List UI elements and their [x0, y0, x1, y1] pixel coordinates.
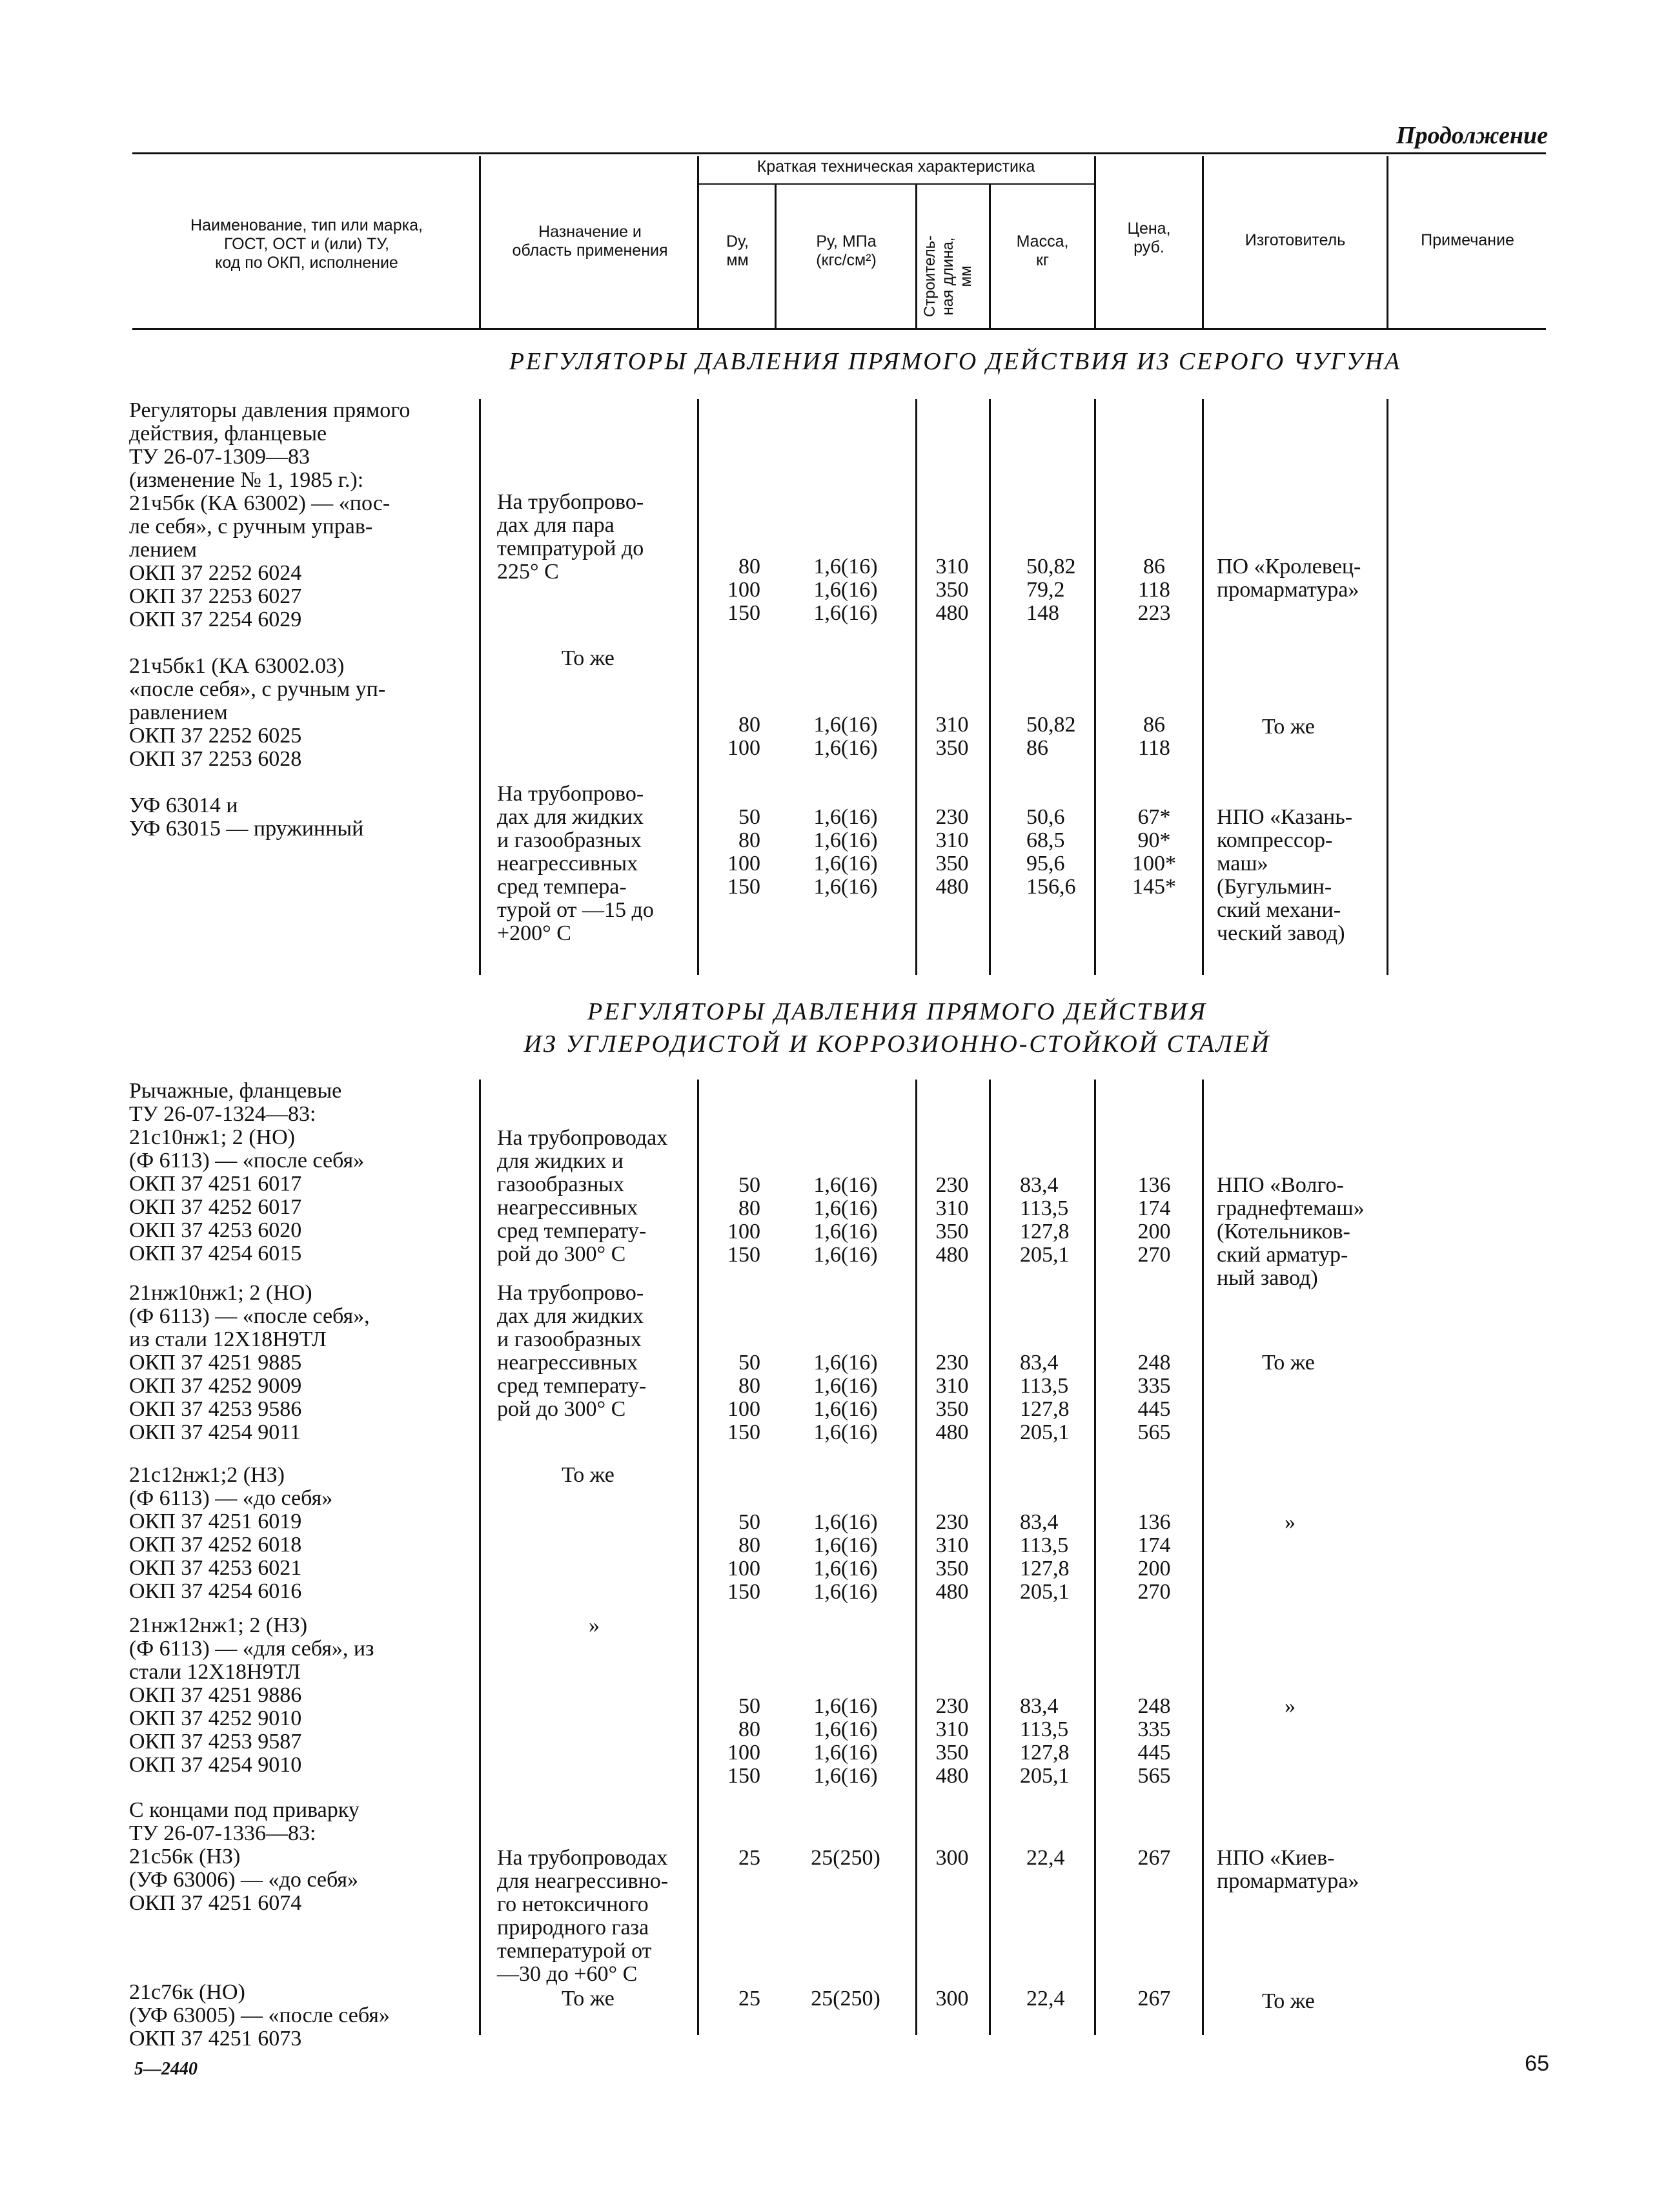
- s1-maker-b: То же: [1262, 715, 1315, 739]
- s2-len-b: 230 310 350 480: [935, 1351, 969, 1444]
- header-vline: [1387, 156, 1388, 328]
- s2-price-c: 136 174 200 270: [1137, 1510, 1171, 1604]
- s2-len-a: 230 310 350 480: [935, 1173, 969, 1267]
- s2-len-f: 300: [935, 1987, 969, 2011]
- s2-purpose-a: На трубопроводах для жидких и газообразных неагрессивных сред температу- рой до 300° С: [497, 1126, 668, 1266]
- header-maker: Изготовитель: [1245, 231, 1346, 249]
- s2-price-e: 267: [1137, 1846, 1171, 1870]
- continuation-label: Продолжение: [1396, 122, 1548, 149]
- s1-purpose-b: То же: [562, 646, 615, 670]
- s2-purpose-e: На трубопроводах для неагрессивно- го нетоксичного природного газа температурой от —30 до +60° С: [497, 1846, 669, 1986]
- s2-py-f: 25(250): [811, 1987, 880, 2011]
- s2-purpose-f: То же: [562, 1987, 615, 2011]
- s1-len-a: 310 350 480: [935, 555, 969, 625]
- s2-py-c: 1,6(16) 1,6(16) 1,6(16) 1,6(16): [813, 1510, 878, 1604]
- header-length: Строитель- ная длина, мм: [921, 235, 975, 318]
- s1-len-c: 230 310 350 480: [935, 805, 969, 899]
- header-bottom-rule: [132, 328, 1546, 330]
- s1-mass-b: 50,82 86: [1026, 713, 1076, 760]
- s2-name-f: 21с76к (НО) (УФ 63005) — «после себя» ОКП 37 4251 6073: [129, 1980, 390, 2051]
- s2-py-a: 1,6(16) 1,6(16) 1,6(16) 1,6(16): [813, 1173, 878, 1267]
- s1-len-b: 310 350: [935, 713, 969, 760]
- s1-purpose-c: На трубопрово- дах для жидких и газообразных неагрессивных сред темпера- турой от —15 до +200° С: [497, 782, 654, 945]
- column-line: [1202, 1080, 1204, 2035]
- s2-mass-f: 22,4: [1026, 1987, 1065, 2011]
- column-line: [1387, 399, 1388, 975]
- printer-signature: 5—2440: [134, 2059, 198, 2079]
- s2-name-a: Рычажные, фланцевые ТУ 26-07-1324—83: 21с10нж1; 2 (НО) (Ф 6113) — «после себя» ОКП 37 4251 6017 ОКП 37 4252 6017 ОКП 37 4253 6020 ОКП 37 4254 6015: [129, 1079, 365, 1265]
- header-note: Примечание: [1421, 231, 1514, 249]
- s2-dy-d: 50 80 100 150: [727, 1694, 760, 1788]
- s2-name-c: 21с12нж1;2 (НЗ) (Ф 6113) — «до себя» ОКП 37 4251 6019 ОКП 37 4252 6018 ОКП 37 4253 6021 ОКП 37 4254 6016: [129, 1463, 333, 1603]
- column-line: [1094, 399, 1096, 975]
- s2-maker-e: НПО «Киев- промарматура»: [1217, 1846, 1359, 1893]
- s1-price-a: 86 118 223: [1137, 555, 1171, 625]
- s2-name-b: 21нж10нж1; 2 (НО) (Ф 6113) — «после себя», из стали 12Х18Н9ТЛ ОКП 37 4251 9885 ОКП 37 4252 9009 ОКП 37 4253 9586 ОКП 37 4254 9011: [129, 1281, 370, 1444]
- s2-maker-a: НПО «Волго- граднефтемаш» (Котельников- ский арматур- ный завод): [1217, 1173, 1365, 1290]
- s2-name-d: 21нж12нж1; 2 (НЗ) (Ф 6113) — «для себя», из стали 12Х18Н9ТЛ ОКП 37 4251 9886 ОКП 37 4252 9010 ОКП 37 4253 9587 ОКП 37 4254 9010: [129, 1613, 374, 1777]
- s2-price-d: 248 335 445 565: [1137, 1694, 1171, 1788]
- header-vline: [479, 156, 481, 328]
- s1-dy-b: 80 100: [727, 713, 760, 760]
- s1-mass-c: 50,6 68,5 95,6 156,6: [1026, 805, 1076, 899]
- column-line: [479, 399, 481, 975]
- s2-price-a: 136 174 200 270: [1137, 1173, 1171, 1267]
- s2-dy-b: 50 80 100 150: [727, 1351, 760, 1444]
- header-vline: [915, 185, 917, 328]
- header-py: Pу, МПа (кгс/см²): [816, 232, 877, 269]
- s1-price-c: 67* 90* 100* 145*: [1132, 805, 1176, 899]
- s2-py-d: 1,6(16) 1,6(16) 1,6(16) 1,6(16): [813, 1694, 878, 1788]
- s2-py-b: 1,6(16) 1,6(16) 1,6(16) 1,6(16): [813, 1351, 878, 1444]
- column-line: [1202, 399, 1204, 975]
- s2-mass-d: 83,4 113,5 127,8 205,1: [1020, 1694, 1070, 1788]
- header-name: Наименование, тип или марка, ГОСТ, ОСТ и (или) ТУ, код по ОКП, исполнение: [190, 216, 423, 272]
- s1-maker-c: НПО «Казань- компрессор- маш» (Бугульмин- ский механи- ческий завод): [1217, 805, 1353, 945]
- s2-dy-a: 50 80 100 150: [727, 1173, 760, 1267]
- column-line: [697, 399, 699, 975]
- s1-py-a: 1,6(16) 1,6(16) 1,6(16): [813, 555, 878, 625]
- s1-purpose-a: На трубопрово- дах для пара темпратурой до 225° С: [497, 490, 644, 584]
- s1-maker-a: ПО «Кролевец- промарматура»: [1217, 555, 1361, 602]
- s2-py-e: 25(250): [811, 1846, 880, 1870]
- s2-len-d: 230 310 350 480: [935, 1694, 969, 1788]
- s2-len-e: 300: [935, 1846, 969, 1870]
- section-title-steel: РЕГУЛЯТОРЫ ДАВЛЕНИЯ ПРЯМОГО ДЕЙСТВИЯ ИЗ УГЛЕРОДИСТОЙ И КОРРОЗИОННО-СТОЙКОЙ СТАЛЕЙ: [523, 998, 1271, 1058]
- column-line: [697, 1080, 699, 2035]
- s2-price-f: 267: [1137, 1987, 1171, 2011]
- s2-dy-e: 25: [738, 1846, 760, 1870]
- s2-maker-c: »: [1285, 1510, 1296, 1534]
- s2-dy-f: 25: [738, 1987, 760, 2011]
- s2-mass-c: 83,4 113,5 127,8 205,1: [1020, 1510, 1070, 1604]
- section-title-cast-iron: РЕГУЛЯТОРЫ ДАВЛЕНИЯ ПРЯМОГО ДЕЙСТВИЯ ИЗ СЕРОГО ЧУГУНА: [509, 348, 1402, 375]
- column-line: [1094, 1080, 1096, 2035]
- s2-maker-b: То же: [1262, 1351, 1315, 1375]
- s2-name-e: С концами под приварку ТУ 26-07-1336—83: 21с56к (НЗ) (УФ 63006) — «до себя» ОКП 37 4251 6074: [129, 1798, 360, 1915]
- s2-dy-c: 50 80 100 150: [727, 1510, 760, 1604]
- s2-purpose-b: На трубопрово- дах для жидких и газообразных неагрессивных сред температу- рой до 300° С: [497, 1281, 647, 1421]
- header-purpose: Назначение и область применения: [512, 223, 668, 260]
- s1-py-c: 1,6(16) 1,6(16) 1,6(16) 1,6(16): [813, 805, 878, 899]
- column-line: [989, 399, 991, 975]
- s1-price-b: 86 118: [1138, 713, 1170, 760]
- s1-dy-a: 80 100 150: [727, 555, 760, 625]
- s1-name: Регуляторы давления прямого действия, фланцевые ТУ 26-07-1309—83 (изменение № 1, 1985 г.): 21ч5бк (КА 63002) — «пос- ле себя», с ручным управ- лением ОКП 37 2252 6024 ОКП 37 2253 6027 ОКП 37 2254 6029 21ч5бк1 (КА 63002.03) «после себя», с ручным уп- равлением ОКП 37 2252 6025 ОКП 37 2253 6028 УФ 63014 и УФ 63015 — пружинный: [129, 398, 411, 841]
- header-tech: Краткая техническая характеристика: [757, 158, 1035, 176]
- header-vline: [775, 185, 777, 328]
- s2-maker-f: То же: [1262, 1989, 1315, 2013]
- page-number: 65: [1525, 2051, 1549, 2076]
- s2-price-b: 248 335 445 565: [1137, 1351, 1171, 1444]
- column-line: [989, 1080, 991, 2035]
- column-line: [479, 1080, 481, 2035]
- header-price: Цена, руб.: [1127, 220, 1171, 256]
- s1-py-b: 1,6(16) 1,6(16): [813, 713, 878, 760]
- header-vline: [697, 156, 699, 328]
- s2-len-c: 230 310 350 480: [935, 1510, 969, 1604]
- header-dy: Dу, мм: [726, 232, 749, 269]
- s2-purpose-c: То же: [562, 1463, 615, 1487]
- s2-mass-b: 83,4 113,5 127,8 205,1: [1020, 1351, 1070, 1444]
- tech-subheader-rule: [697, 183, 1094, 185]
- top-rule: [132, 152, 1546, 154]
- s1-mass-a: 50,82 79,2 148: [1026, 555, 1076, 625]
- s2-maker-d: »: [1285, 1694, 1296, 1718]
- s2-mass-e: 22,4: [1026, 1846, 1065, 1870]
- s2-mass-a: 83,4 113,5 127,8 205,1: [1020, 1173, 1070, 1267]
- s1-dy-c: 50 80 100 150: [727, 805, 760, 899]
- s2-purpose-d: »: [589, 1613, 600, 1637]
- header-mass: Масса, кг: [1016, 232, 1069, 269]
